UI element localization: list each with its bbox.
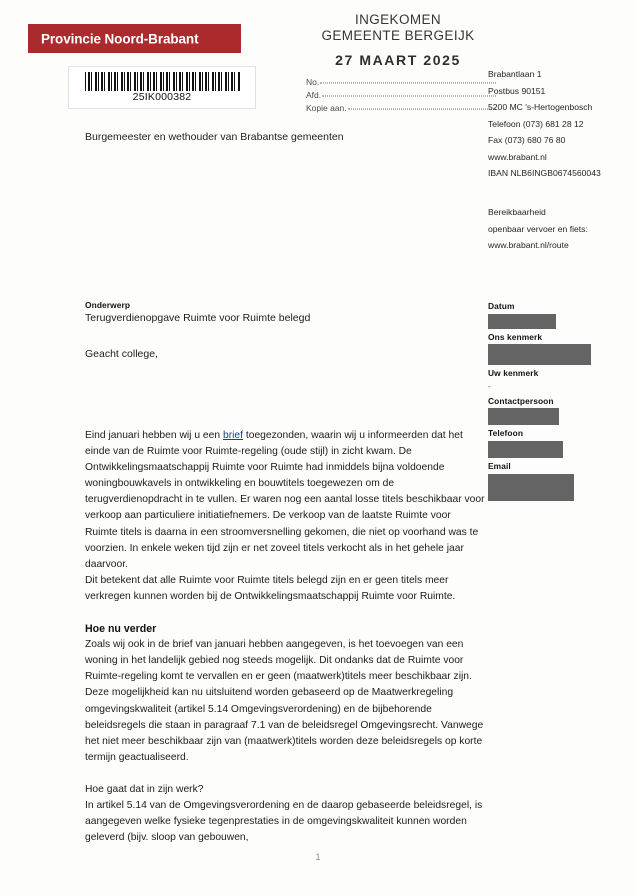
paragraph-spacer <box>85 605 485 621</box>
meta-field-datum <box>488 300 634 329</box>
redaction-box-datum <box>488 314 556 329</box>
meta-field-ons-kenmerk <box>488 331 634 366</box>
body-paragraph-4: In artikel 5.14 van de Omgevingsverordening en de daarop gebaseerde beleidsregel, is aangegeven welke fysieke tegenprestaties in de omgevingskwaliteit kunnen worden geleverd (bijv. sloop van gebouwen, <box>85 799 483 844</box>
meta-field-contactpersoon <box>488 395 634 426</box>
contact-address-block <box>488 66 632 182</box>
barcode-icon <box>85 72 240 91</box>
meta-label-telefoon: Telefoon <box>488 428 524 439</box>
redaction-box-email <box>488 474 574 501</box>
section-heading-hoe-nu-verder: Hoe nu verder <box>85 623 157 636</box>
meta-label-ons-kenmerk: Ons kenmerk <box>488 331 543 342</box>
logo-text: Provincie Noord-Brabant <box>41 31 199 46</box>
meta-label-email: Email <box>488 461 511 472</box>
paragraph-1-pre-link-text: Eind januari hebben wij u een <box>85 430 223 441</box>
subject-text: Terugverdienopgave Ruimte voor Ruimte belegd <box>85 312 311 324</box>
brief-link[interactable]: brief <box>222 430 243 441</box>
reachability-heading: Bereikbaarheid <box>488 207 546 217</box>
contact-line: Fax (073) 680 76 80 <box>488 135 566 145</box>
reachability-line: openbaar vervoer en fiets: <box>488 223 588 234</box>
letter-metadata-block <box>488 300 634 503</box>
stamp-field-no-dots <box>320 82 496 83</box>
contact-line: Postbus 90151 <box>488 85 546 96</box>
body-paragraph-1 <box>85 428 485 573</box>
provincie-noord-brabant-logo <box>28 24 241 53</box>
meta-field-telefoon <box>488 427 634 458</box>
stamp-field-no <box>306 76 496 89</box>
received-stamp <box>300 12 496 115</box>
body-paragraph-2: Dit betekent dat alle Ruimte voor Ruimte titels belegd zijn en er geen titels meer verkregen kunnen worden bij de Ontwikkelingsmaatschappij Ruimte voor Ruimte. <box>85 574 456 602</box>
redaction-box-contactpersoon <box>488 408 559 425</box>
stamp-field-kopie-aan-label: Kopie aan. <box>306 103 347 114</box>
contact-line: Brabantlaan 1 <box>488 69 542 79</box>
stamp-field-kopie-aan-dots <box>348 109 496 110</box>
stamp-field-no-label: No. <box>306 76 320 87</box>
reachability-block <box>488 204 632 254</box>
meta-value-uw-kenmerk: - <box>488 380 491 391</box>
stamp-fields <box>300 76 496 116</box>
letter-body <box>85 428 485 846</box>
stamp-line-municipality: GEMEENTE BERGEIJK <box>321 27 475 43</box>
paragraph-1-post-link-text: toegezonden, waarin wij u informeerden dat het einde van de Ruimte voor Ruimte-regeling (oude stijl) in zicht kwam. De Ontwikkelingsmaatschappij Ruimte voor Ruimte had inmiddels bijna voldoende woningbouwkavels in ontwikkeling en bouwtitels toegewezen om de terugverdienopdracht in te vullen. Er waren nog een aantal losse titels beschikbaar voor verkoop aan particuliere initiatiefnemers. De verkoop van de laatste Ruimte voor Ruimte titels is daarna in een stroomversnelling gekomen, die niet op voorhand was te voorzien. In enkele weken tijd zijn er net zoveel titels verkocht als in het gehele jaar daarvoor. <box>85 430 485 570</box>
contact-line: Telefoon (073) 681 28 12 <box>488 118 584 129</box>
sub-heading-hoe-gaat-dat-in-zijn-werk: Hoe gaat dat in zijn werk? <box>85 783 204 795</box>
meta-label-uw-kenmerk: Uw kenmerk <box>488 368 539 379</box>
subject-label: Onderwerp <box>85 300 131 310</box>
contact-website: www.brabant.nl <box>488 151 547 162</box>
stamp-field-kopie-aan <box>306 102 496 115</box>
meta-field-uw-kenmerk <box>488 367 634 393</box>
reachability-route-url: www.brabant.nl/route <box>488 240 569 250</box>
stamp-field-afd <box>306 89 496 102</box>
stamp-field-afd-dots <box>322 96 496 97</box>
contact-line: 5200 MC 's-Hertogenbosch <box>488 102 593 112</box>
redaction-box-telefoon <box>488 441 563 458</box>
body-paragraph-3: Zoals wij ook in de brief van januari hebben aangegeven, is het toevoegen van een woning in het landelijk gebied nog steeds mogelijk. Dit ondanks dat de Ruimte voor Ruimte-regeling komt te vervallen en er geen (maatwerk)titels meer beschikbaar zijn. Deze mogelijkheid kan nu uitsluitend worden gebaseerd op de Maatwerkregeling omgevingskwaliteit (artikel 5.14 Omgevingsverordening) en de bijbehorende beleidsregels die staan in paragraaf 7.1 van de beleidsregel Omgevingsrecht. Vanwege het niet meer beschikbaar zijn van (maatwerk)titels worden deze beleidsregels op korte termijn geactualiseerd. <box>85 639 484 763</box>
subject-block <box>85 300 485 324</box>
contact-iban: IBAN NLB6INGB0674560043 <box>488 168 601 178</box>
meta-label-contactpersoon: Contactpersoon <box>488 395 554 406</box>
stamp-line-ingekomen: INGEKOMEN <box>354 12 442 27</box>
page-number: 1 <box>315 852 321 862</box>
addressee-line: Burgemeester en wethouder van Brabantse gemeenten <box>85 131 344 143</box>
redaction-box-ons-kenmerk <box>488 344 591 365</box>
paragraph-spacer <box>85 766 485 782</box>
meta-label-datum: Datum <box>488 301 515 311</box>
meta-field-email <box>488 460 634 501</box>
stamp-date: 27 MAART 2025 <box>335 51 461 68</box>
salutation: Geacht college, <box>85 348 158 360</box>
barcode-sticker <box>68 66 256 109</box>
stamp-field-afd-label: Afd. <box>306 90 322 101</box>
barcode-number: 25IK000382 <box>132 91 192 103</box>
